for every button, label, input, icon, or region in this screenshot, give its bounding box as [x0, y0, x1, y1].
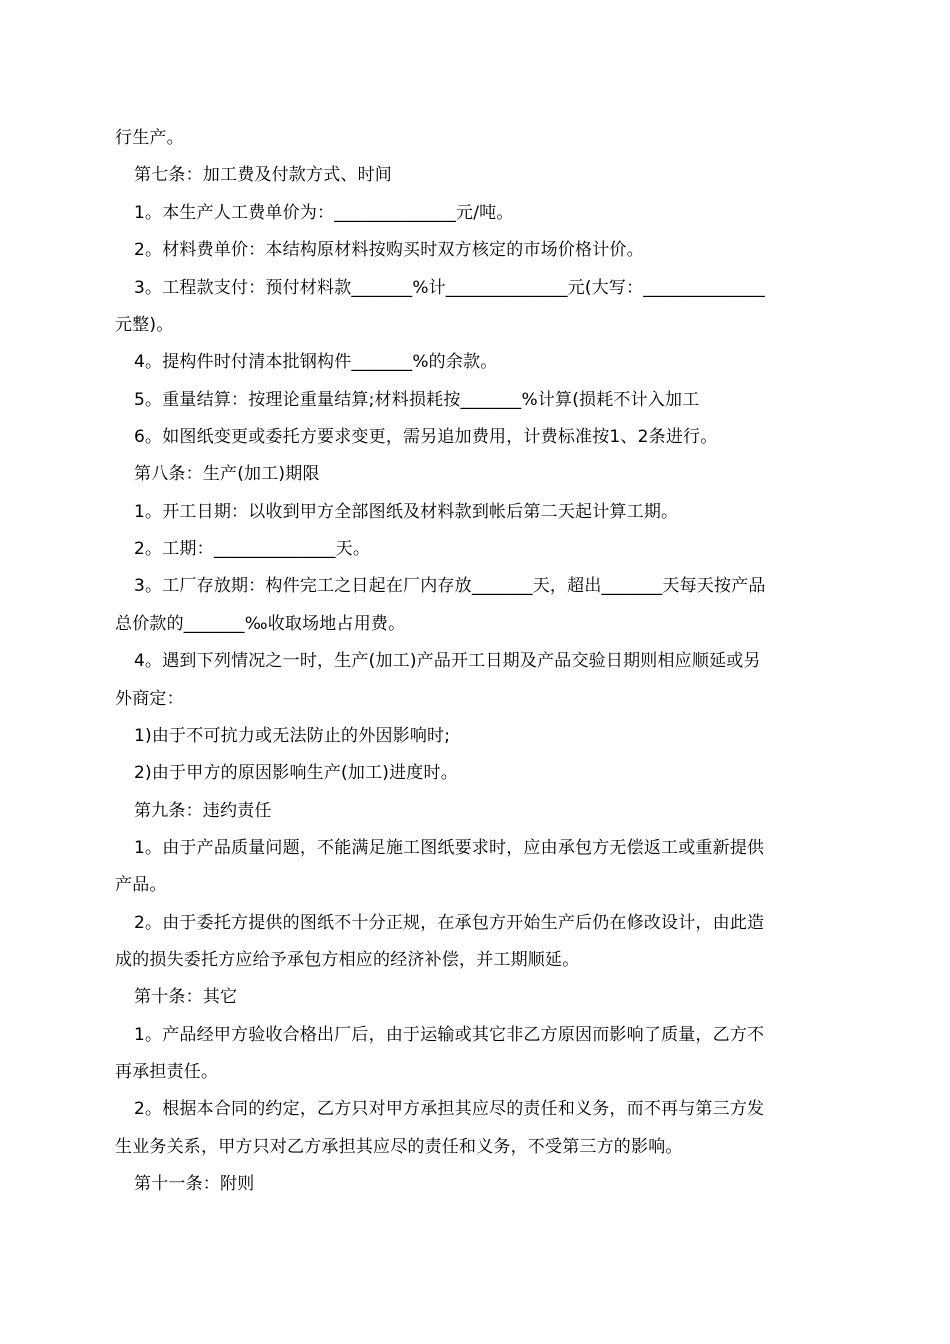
article-heading: 第十条：其它 — [134, 987, 238, 1007]
text-line: 总价款的_______‰收取场地占用费。 — [115, 614, 406, 634]
text-line: 1)由于不可抗力或无法防止的外因影响时; — [134, 726, 451, 746]
article-heading: 第九条：违约责任 — [134, 801, 272, 821]
text-line: 3。工程款支付：预付材料款_______%计______________元(大写：______________ — [134, 278, 766, 298]
text-line: 外商定： — [115, 689, 184, 709]
text-line: 2。材料费单价：本结构原材料按购买时双方核定的市场价格计价。 — [134, 240, 644, 260]
text-line: 成的损失委托方应给予承包方相应的经济补偿，并工期顺延。 — [115, 950, 580, 970]
text-line: 1。产品经甲方验收合格出厂后，由于运输或其它非乙方原因而影响了质量，乙方不 — [134, 1025, 765, 1045]
text-line: 3。工厂存放期：构件完工之日起在厂内存放_______天，超出_______天每天按产品 — [134, 576, 766, 596]
article-heading: 第八条：生产(加工)期限 — [134, 464, 320, 484]
text-line: 4。提构件时付清本批钢构件_______%的余款。 — [134, 352, 498, 372]
text-line: 1。由于产品质量问题，不能满足施工图纸要求时，应由承包方无偿返工或重新提供 — [134, 838, 765, 858]
text-line: 1。本生产人工费单价为：______________元/吨。 — [134, 203, 514, 223]
text-line: 6。如图纸变更或委托方要求变更，需另追加费用，计费标准按1、2条进行。 — [134, 427, 718, 447]
text-line: 5。重量结算：按理论重量结算;材料损耗按_______%计算(损耗不计入加工 — [134, 390, 700, 410]
article-heading: 第七条：加工费及付款方式、时间 — [134, 165, 392, 185]
text-line: 2。由于委托方提供的图纸不十分正规，在承包方开始生产后仍在修改设计，由此造 — [134, 913, 765, 933]
text-line: 2。工期：______________天。 — [134, 539, 371, 559]
text-line: 4。遇到下列情况之一时，生产(加工)产品开工日期及产品交验日期则相应顺延或另 — [134, 651, 761, 671]
text-line: 1。开工日期：以收到甲方全部图纸及材料款到帐后第二天起计算工期。 — [134, 502, 679, 522]
text-line: 产品。 — [115, 875, 167, 895]
text-line: 再承担责任。 — [115, 1062, 219, 1082]
article-heading: 第十一条：附则 — [134, 1174, 255, 1194]
text-line: 元整)。 — [115, 315, 174, 335]
text-line: 2。根据本合同的约定，乙方只对甲方承担其应尽的责任和义务，而不再与第三方发 — [134, 1099, 765, 1119]
text-line: 2)由于甲方的原因影响生产(加工)进度时。 — [134, 763, 458, 783]
text-line: 行生产。 — [115, 128, 184, 148]
text-line: 生业务关系，甲方只对乙方承担其应尽的责任和义务，不受第三方的影响。 — [115, 1137, 683, 1157]
